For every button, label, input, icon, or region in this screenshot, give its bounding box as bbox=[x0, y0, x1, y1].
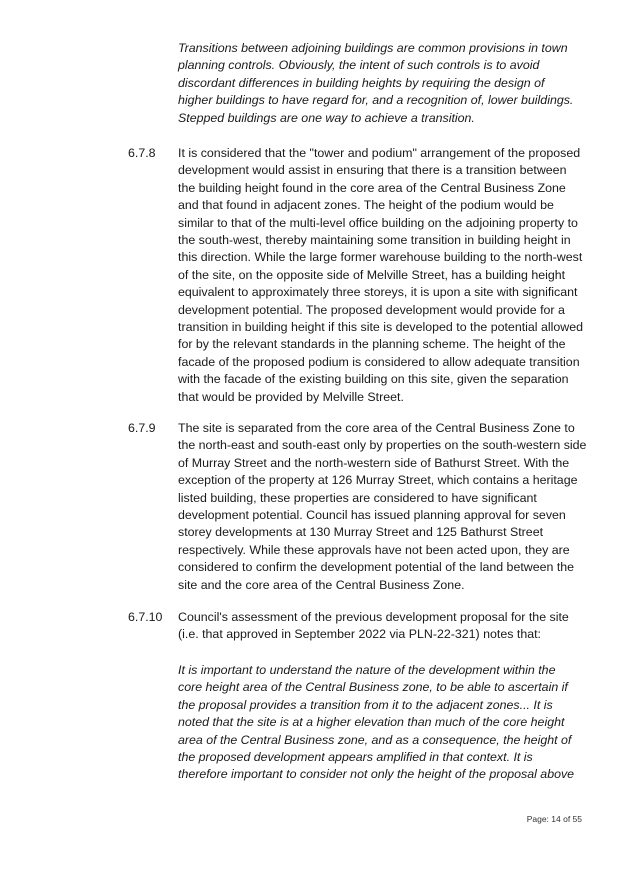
paragraph-line: the south-west, thereby maintaining some transition in building height in bbox=[178, 233, 571, 248]
paragraph-line: with the facade of the existing building on this site, given the separation bbox=[178, 372, 569, 387]
paragraph-line: transition in building height if this site is developed to the potential allowed bbox=[178, 320, 584, 335]
paragraph-line: that would be provided by Melville Street. bbox=[178, 389, 404, 404]
paragraph-line: of Murray Street and the north-western side of Bathurst Street. With the bbox=[178, 455, 570, 470]
paragraph-number: 6.7.10 bbox=[128, 610, 163, 624]
paragraph-line: Council's assessment of the previous development proposal for the site bbox=[178, 610, 569, 624]
paragraph-line: site and the core area of the Central Business Zone. bbox=[178, 577, 465, 592]
quote-top-line: planning controls. Obviously, the intent of such controls is to avoid bbox=[178, 58, 540, 73]
paragraph-number: 6.7.9 bbox=[128, 421, 156, 435]
paragraph-line: development potential. The proposed development would provide for a bbox=[178, 302, 565, 317]
quote-top-line: Transitions between adjoining buildings are common provisions in town bbox=[178, 41, 568, 55]
paragraph-line: development potential. Council has issued planning approval for seven bbox=[178, 508, 566, 523]
paragraph-body bbox=[178, 420, 587, 594]
paragraph-number: 6.7.8 bbox=[128, 146, 156, 160]
paragraph-line: The site is separated from the core area of the Central Business Zone to bbox=[178, 421, 575, 435]
quote-top-line: discordant differences in building heights by requiring the design of bbox=[178, 75, 545, 90]
paragraph-line: storey developments at 130 Murray Street and 125 Bathurst Street bbox=[178, 525, 544, 540]
paragraph-body bbox=[178, 609, 582, 644]
paragraph-body bbox=[178, 145, 582, 406]
quote-top-line: Stepped buildings are one way to achieve a transition. bbox=[178, 110, 475, 125]
quote-bottom bbox=[178, 662, 582, 784]
quote-bottom-line: the proposed development appears amplified in that context. It is bbox=[178, 750, 533, 765]
paragraph-line: listed building, these properties are considered to have significant bbox=[178, 490, 537, 505]
paragraph-line: exception of the property at 126 Murray Street, which contains a heritage bbox=[178, 473, 578, 488]
paragraph-line: of the site, on the opposite side of Melville Street, has a building height bbox=[178, 267, 566, 282]
paragraph-line: similar to that of the multi-level office building on the adjoining property to bbox=[178, 215, 578, 230]
paragraph-line: respectively. While these approvals have not been acted upon, they are bbox=[178, 542, 570, 557]
paragraph-line: (i.e. that approved in September 2022 via PLN-22-321) notes that: bbox=[178, 627, 541, 642]
paragraph-line: It is considered that the "tower and podium" arrangement of the proposed bbox=[178, 146, 581, 160]
quote-bottom-line: noted that the site is at a higher elevation than much of the core height bbox=[178, 715, 565, 730]
quote-top-line: higher buildings to have regard for, and a recognition of, lower buildings. bbox=[178, 93, 574, 108]
quote-bottom-line: therefore important to consider not only the height of the proposal above bbox=[178, 767, 575, 782]
paragraph-line: the north-east and south-east only by properties on the south-western side bbox=[178, 438, 587, 453]
paragraph-line: the building height found in the core area of the Central Business Zone bbox=[178, 180, 566, 195]
quote-top bbox=[178, 40, 582, 127]
paragraph-line: development would assist in ensuring that there is a transition between bbox=[178, 163, 567, 178]
page-number: Page: 14 of 55 bbox=[526, 814, 582, 824]
quote-bottom-line: area of the Central Business zone, and as a consequence, the height of bbox=[178, 732, 572, 747]
paragraph-line: considered to confirm the development potential of the land between the bbox=[178, 560, 575, 575]
quote-bottom-line: It is important to understand the nature of the development within the bbox=[178, 663, 556, 677]
paragraph-line: this direction. While the large former warehouse building to the north-west bbox=[178, 250, 583, 265]
paragraph-line: facade of the proposed podium is considered to allow adequate transition bbox=[178, 354, 580, 369]
paragraph-line: and that found in adjacent zones. The height of the podium would be bbox=[178, 198, 554, 213]
paragraph-line: for by the relevant standards in the planning scheme. The height of the bbox=[178, 337, 566, 352]
quote-bottom-line: core height area of the Central Business zone, to be able to ascertain if bbox=[178, 680, 568, 695]
paragraph-line: equivalent to approximately three storeys, it is upon a site with significant bbox=[178, 285, 578, 300]
quote-bottom-line: the proposal provides a transition from it to the adjacent zones... It is bbox=[178, 697, 553, 712]
